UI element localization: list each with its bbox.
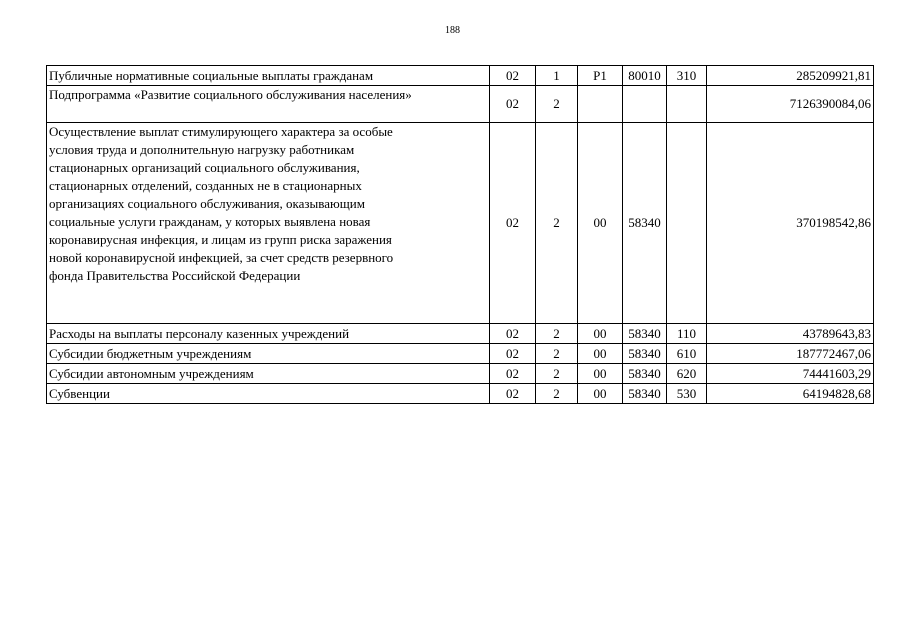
amount: 285209921,81 [707,66,874,86]
table-row [47,344,874,364]
program-code: 02 [490,123,536,324]
row-name-line: социальные услуги гражданам, у которых выявлена новая [49,214,371,229]
subprogram-code: 2 [536,86,578,123]
page-number: 188 [445,25,460,36]
amount: 187772467,06 [707,344,874,364]
subprogram-code: 1 [536,66,578,86]
row-name-line: стационарных отделений, созданных не в стационарных [49,178,362,193]
row-name-line: коронавирусная инфекция, и лицам из групп риска заражения [49,232,392,247]
direction-code: 58340 [623,384,667,404]
direction-code: 58340 [623,364,667,384]
row-name: Субсидии автономным учреждениям [47,364,490,384]
subprogram-code: 2 [536,384,578,404]
table-row [47,123,874,324]
expense-type-code: 530 [667,384,707,404]
row-name-line: условия труда и дополнительную нагрузку работникам [49,142,355,157]
subprogram-code: 2 [536,364,578,384]
amount: 370198542,86 [707,123,874,324]
event-code: 00 [578,344,623,364]
direction-code [623,86,667,123]
amount: 7126390084,06 [707,86,874,123]
amount: 43789643,83 [707,324,874,344]
event-code: 00 [578,324,623,344]
table-row [47,66,874,86]
event-code: Р1 [578,66,623,86]
table-row [47,364,874,384]
table-row [47,324,874,344]
amount: 64194828,68 [707,384,874,404]
direction-code: 80010 [623,66,667,86]
subprogram-code: 2 [536,123,578,324]
budget-table [46,65,874,404]
row-name-line: фонда Правительства Российской Федерации [49,268,301,283]
row-name-line: Осуществление выплат стимулирующего характера за особые [49,124,393,139]
program-code: 02 [490,66,536,86]
table-row [47,86,874,123]
program-code: 02 [490,344,536,364]
direction-code: 58340 [623,324,667,344]
expense-type-code: 110 [667,324,707,344]
row-name: Подпрограмма «Развитие социального обслуживания населения» [47,86,490,123]
row-name: Расходы на выплаты персоналу казенных учреждений [47,324,490,344]
event-code: 00 [578,123,623,324]
expense-type-code: 620 [667,364,707,384]
event-code: 00 [578,384,623,404]
event-code [578,86,623,123]
row-name: Субвенции [47,384,490,404]
expense-type-code: 310 [667,66,707,86]
expense-type-code [667,86,707,123]
amount: 74441603,29 [707,364,874,384]
row-name-line: новой коронавирусной инфекцией, за счет средств резервного [49,250,394,265]
subprogram-code: 2 [536,324,578,344]
expense-type-code [667,123,707,324]
row-name-line: организациях социального обслуживания, оказывающим [49,196,365,211]
program-code: 02 [490,86,536,123]
subprogram-code: 2 [536,344,578,364]
row-name: Публичные нормативные социальные выплаты гражданам [47,66,490,86]
program-code: 02 [490,364,536,384]
direction-code: 58340 [623,123,667,324]
event-code: 00 [578,364,623,384]
table-row [47,384,874,404]
expense-type-code: 610 [667,344,707,364]
row-name [47,123,490,324]
program-code: 02 [490,324,536,344]
row-name: Субсидии бюджетным учреждениям [47,344,490,364]
row-name-line: стационарных организаций социального обслуживания, [49,160,360,175]
program-code: 02 [490,384,536,404]
direction-code: 58340 [623,344,667,364]
